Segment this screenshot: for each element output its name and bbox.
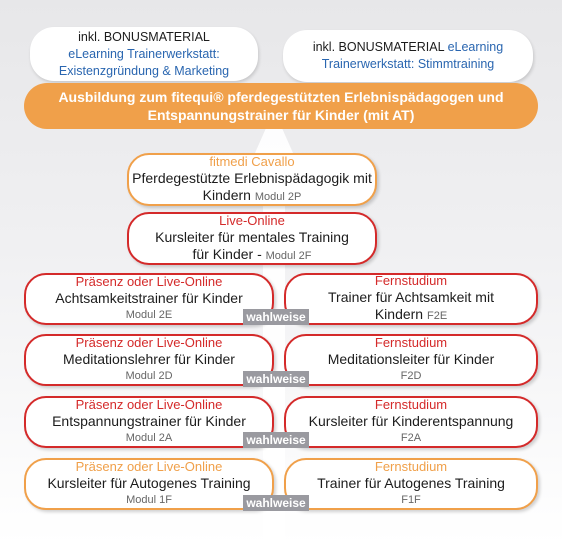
module-2e-label: Präsenz oder Live-Online bbox=[75, 274, 223, 289]
module-f1f-title: Trainer für Autogenes Training bbox=[317, 475, 505, 491]
bonus-left bbox=[30, 27, 258, 81]
module-f2e-title2: Kindern bbox=[374, 306, 424, 322]
bonus-right-line1 bbox=[283, 39, 533, 56]
module-2f-box bbox=[127, 212, 377, 265]
banner-line1: Ausbildung zum fitequi® pferdegestützten Erlebnispädagogen und bbox=[58, 89, 504, 105]
module-2e-box bbox=[24, 273, 274, 325]
module-f2a-label: Fernstudium bbox=[374, 397, 448, 412]
module-2f-label: Live-Online bbox=[219, 212, 285, 228]
module-f2e-label: Fernstudium bbox=[374, 273, 448, 288]
main-banner bbox=[24, 83, 538, 129]
bonus-left-line2: Existenzgründung & Marketing bbox=[58, 63, 230, 78]
module-f2d-title: Meditationsleiter für Kinder bbox=[327, 351, 495, 367]
module-2a-title: Entspannungstrainer für Kinder bbox=[52, 413, 246, 429]
module-f2d-box bbox=[284, 334, 538, 386]
module-2d-title: Meditationslehrer für Kinder bbox=[63, 351, 235, 367]
module-f1f-code: F1F bbox=[401, 494, 421, 506]
bonus-right-blue1: eLearning bbox=[447, 40, 504, 54]
module-f2a-box bbox=[284, 396, 538, 448]
module-2f-line1: Kursleiter für mentales Training bbox=[155, 228, 349, 245]
module-2f-line2 bbox=[129, 246, 375, 265]
module-2f-code: Modul 2F bbox=[265, 249, 312, 262]
bonus-left-line1: eLearning Trainerwerkstatt: bbox=[68, 46, 220, 61]
module-2d-label: Präsenz oder Live-Online bbox=[75, 335, 223, 350]
module-1f-box bbox=[24, 458, 274, 510]
module-2d-code: Modul 2D bbox=[125, 370, 173, 382]
module-2p-box bbox=[127, 153, 377, 206]
bonus-left-prefix: inkl. BONUSMATERIAL bbox=[78, 29, 210, 44]
module-2p-line2 bbox=[129, 187, 375, 206]
module-f2d-code: F2D bbox=[400, 370, 422, 382]
module-2a-code: Modul 2A bbox=[125, 432, 173, 444]
wahlweise-tag-4: wahlweise bbox=[243, 495, 309, 511]
wahlweise-tag-1: wahlweise bbox=[243, 309, 309, 325]
bonus-right-line2: Trainerwerkstatt: Stimmtraining bbox=[321, 57, 495, 71]
module-f2a-title: Kursleiter für Kinderentspannung bbox=[308, 413, 514, 429]
module-1f-label: Präsenz oder Live-Online bbox=[75, 459, 223, 474]
wahlweise-tag-3: wahlweise bbox=[243, 432, 309, 448]
module-2a-box bbox=[24, 396, 274, 448]
module-2e-code: Modul 2E bbox=[125, 309, 173, 321]
module-f2d-label: Fernstudium bbox=[374, 335, 448, 350]
banner-line2: Entspannungstrainer für Kinder (mit AT) bbox=[147, 107, 415, 123]
module-f2e-line2 bbox=[286, 306, 536, 325]
module-2p-label: fitmedi Cavallo bbox=[209, 153, 295, 169]
module-f2e-code: F2E bbox=[426, 310, 448, 322]
module-2p-code: Modul 2P bbox=[254, 190, 302, 203]
module-1f-title: Kursleiter für Autogenes Training bbox=[47, 475, 251, 491]
module-2f-line2-text: für Kinder - bbox=[192, 245, 262, 262]
module-f2e-title: Trainer für Achtsamkeit mit bbox=[328, 289, 494, 305]
module-f2a-code: F2A bbox=[400, 432, 422, 444]
module-2p-line2-text: Kindern bbox=[202, 186, 251, 203]
module-f2e-box bbox=[284, 273, 538, 325]
wahlweise-tag-2: wahlweise bbox=[243, 371, 309, 387]
bonus-right bbox=[283, 30, 533, 82]
module-2p-line1: Pferdegestützte Erlebnispädagogik mit bbox=[132, 169, 372, 186]
module-1f-code: Modul 1F bbox=[126, 494, 172, 506]
bonus-right-prefix: inkl. BONUSMATERIAL bbox=[312, 40, 445, 54]
module-2e-title: Achtsamkeitstrainer für Kinder bbox=[55, 290, 243, 306]
module-2a-label: Präsenz oder Live-Online bbox=[75, 397, 223, 412]
module-f1f-box bbox=[284, 458, 538, 510]
module-f1f-label: Fernstudium bbox=[374, 459, 448, 474]
module-2d-box bbox=[24, 334, 274, 386]
